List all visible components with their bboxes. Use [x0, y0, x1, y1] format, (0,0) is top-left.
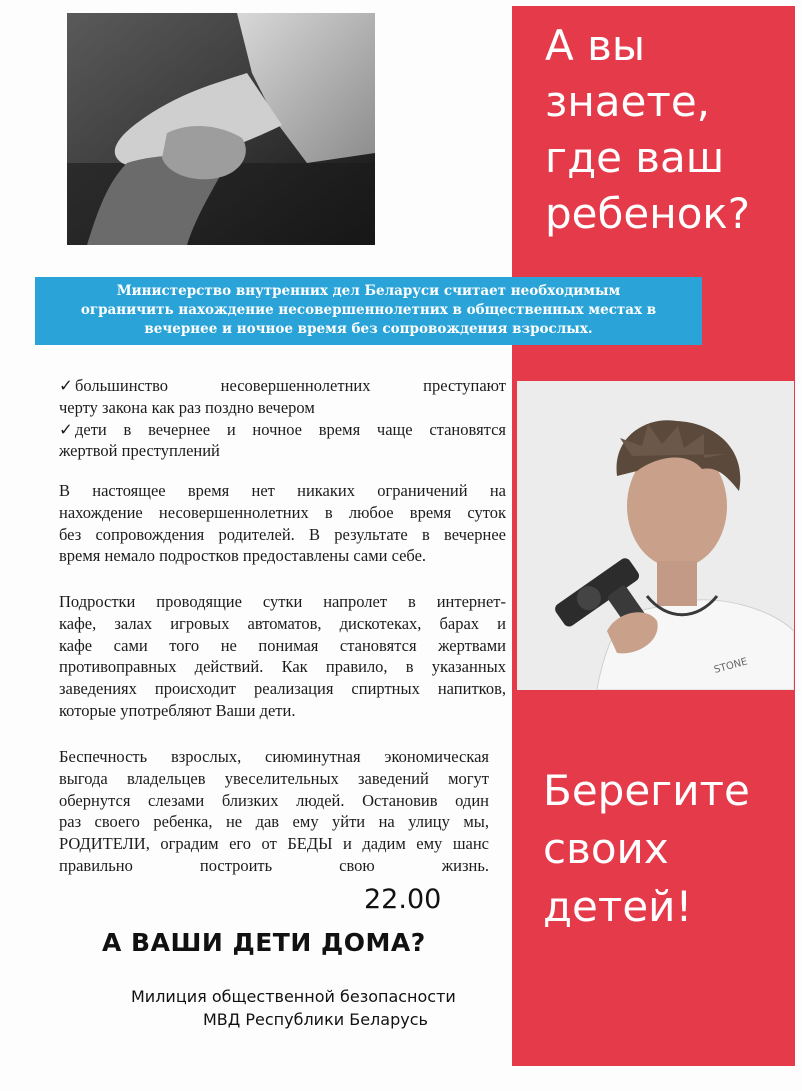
banner-line-1: Министерство внутренних дел Беларуси считает необходимым: [116, 283, 621, 299]
bullet-1-line-1: ✓ большинство несовершеннолетних преступают: [59, 376, 506, 395]
banner-line-2: ограничить нахождение несовершеннолетних в общественных местах в: [80, 302, 657, 318]
slogan-line-1: Берегите: [543, 766, 750, 815]
paragraph-1: В настоящее время нет никаких ограничений на нахождение несовершеннолетних в любое время суток без сопровождения родителей. В результате в вечернее время немало подростков предоставлены сами себе.: [59, 481, 506, 566]
headline-line-4: ребенок?: [545, 189, 751, 238]
paragraph-2: Подростки проводящие сутки напролет в интернет- кафе, залах игровых автоматов, дискотеках, барах и кафе сами того не понимая становятся жертвами противоправных действий. Как правило, в указанных заведениях происходит реализация спиртных напитков, которые употребляют Ваши дети.: [59, 592, 506, 720]
bullet-2-line-2: жертвой преступлений: [59, 441, 220, 461]
bullet-1-line-2: черту закона как раз поздно вечером: [59, 397, 315, 417]
signature-line-2: МВД Республики Беларусь: [203, 1010, 428, 1029]
bullet-2-line-1: ✓ дети в вечернее и ночное время чаще становятся: [59, 419, 506, 439]
svg-text:STONE: STONE: [712, 656, 749, 676]
headline-line-2: знаете,: [545, 77, 711, 126]
slogan-line-2: своих: [543, 824, 669, 873]
slogan-line-3: детей!: [543, 882, 693, 931]
headline: [545, 18, 790, 242]
boy-with-gun-photo: [517, 381, 794, 690]
check-icon: ✓: [59, 376, 73, 395]
signature-line-1: Милиция общественной безопасности: [131, 987, 456, 1006]
hands-photo: [67, 13, 375, 245]
slogan: [543, 762, 793, 936]
banner-line-3: вечернее и ночное время без сопровождения взрослых.: [144, 321, 593, 337]
check-icon: ✓: [59, 419, 73, 439]
curfew-time: 22.00: [364, 884, 442, 915]
paragraph-3: Беспечность взрослых, сиюминутная экономическая выгода владельцев увеселительных заведений могут обернутся слезами близких людей. Остановив один раз своего ребенка, не дав ему уйти на улицу мы, РОДИТЕЛИ, оградим его от БЕДЫ и дадим ему шанс правильно построить свою жизнь.: [59, 747, 489, 875]
are-your-children-home-heading: А ВАШИ ДЕТИ ДОМА?: [102, 928, 426, 957]
headline-line-1: А вы: [545, 21, 645, 70]
headline-line-3: где ваш: [545, 133, 725, 182]
bullet-list: [59, 375, 506, 462]
ministry-banner-text: [40, 282, 697, 339]
